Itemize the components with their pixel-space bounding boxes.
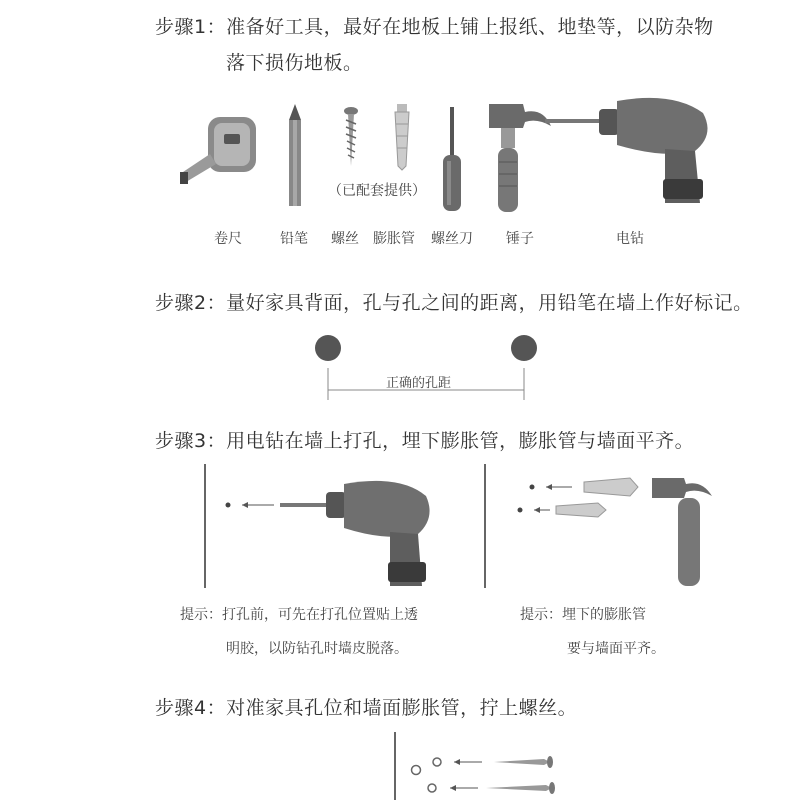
supplied-note: （已配套提供） xyxy=(328,183,426,199)
tool-label-screw: 螺丝 xyxy=(331,231,359,247)
tool-label-tape: 卷尺 xyxy=(214,231,242,247)
screwdriver-icon xyxy=(440,107,464,212)
step4-title: 步骤4：对准家具孔位和墙面膨胀管，拧上螺丝。 xyxy=(155,697,578,719)
drill-icon xyxy=(545,95,720,210)
hole-distance-diagram xyxy=(310,330,550,405)
screw-icon xyxy=(343,106,359,168)
tool-label-anchor: 膨胀管 xyxy=(373,231,415,247)
tip-left-line1: 提示：打孔前，可先在打孔位置贴上透 xyxy=(180,607,418,623)
tool-label-screwdriver: 螺丝刀 xyxy=(431,231,473,247)
tool-label-drill: 电钻 xyxy=(616,231,644,247)
step1-title-line2: 落下损伤地板。 xyxy=(226,52,363,74)
step2-title: 步骤2：量好家具背面，孔与孔之间的距离，用铅笔在墙上作好标记。 xyxy=(155,292,753,314)
anchor-hammering-diagram xyxy=(480,462,720,592)
tool-label-pencil: 铅笔 xyxy=(280,231,308,247)
step1-title-line1: 步骤1：准备好工具，最好在地板上铺上报纸、地垫等，以防杂物 xyxy=(155,16,714,38)
step3-title: 步骤3：用电钻在墙上打孔，埋下膨胀管，膨胀管与墙面平齐。 xyxy=(155,430,695,452)
drilling-diagram xyxy=(200,462,440,592)
distance-label: 正确的孔距 xyxy=(386,376,452,391)
tip-left-line2: 明胶，以防钻孔时墙皮脱落。 xyxy=(226,641,408,657)
tip-right-line2: 要与墙面平齐。 xyxy=(567,641,665,657)
wall-anchor-icon xyxy=(392,104,412,170)
tape-measure-icon xyxy=(180,112,260,187)
tool-label-hammer: 锤子 xyxy=(506,231,534,247)
tip-right-line1: 提示：埋下的膨胀管 xyxy=(520,607,646,623)
screw-fastening-diagram xyxy=(390,732,570,800)
pencil-icon xyxy=(287,104,303,209)
